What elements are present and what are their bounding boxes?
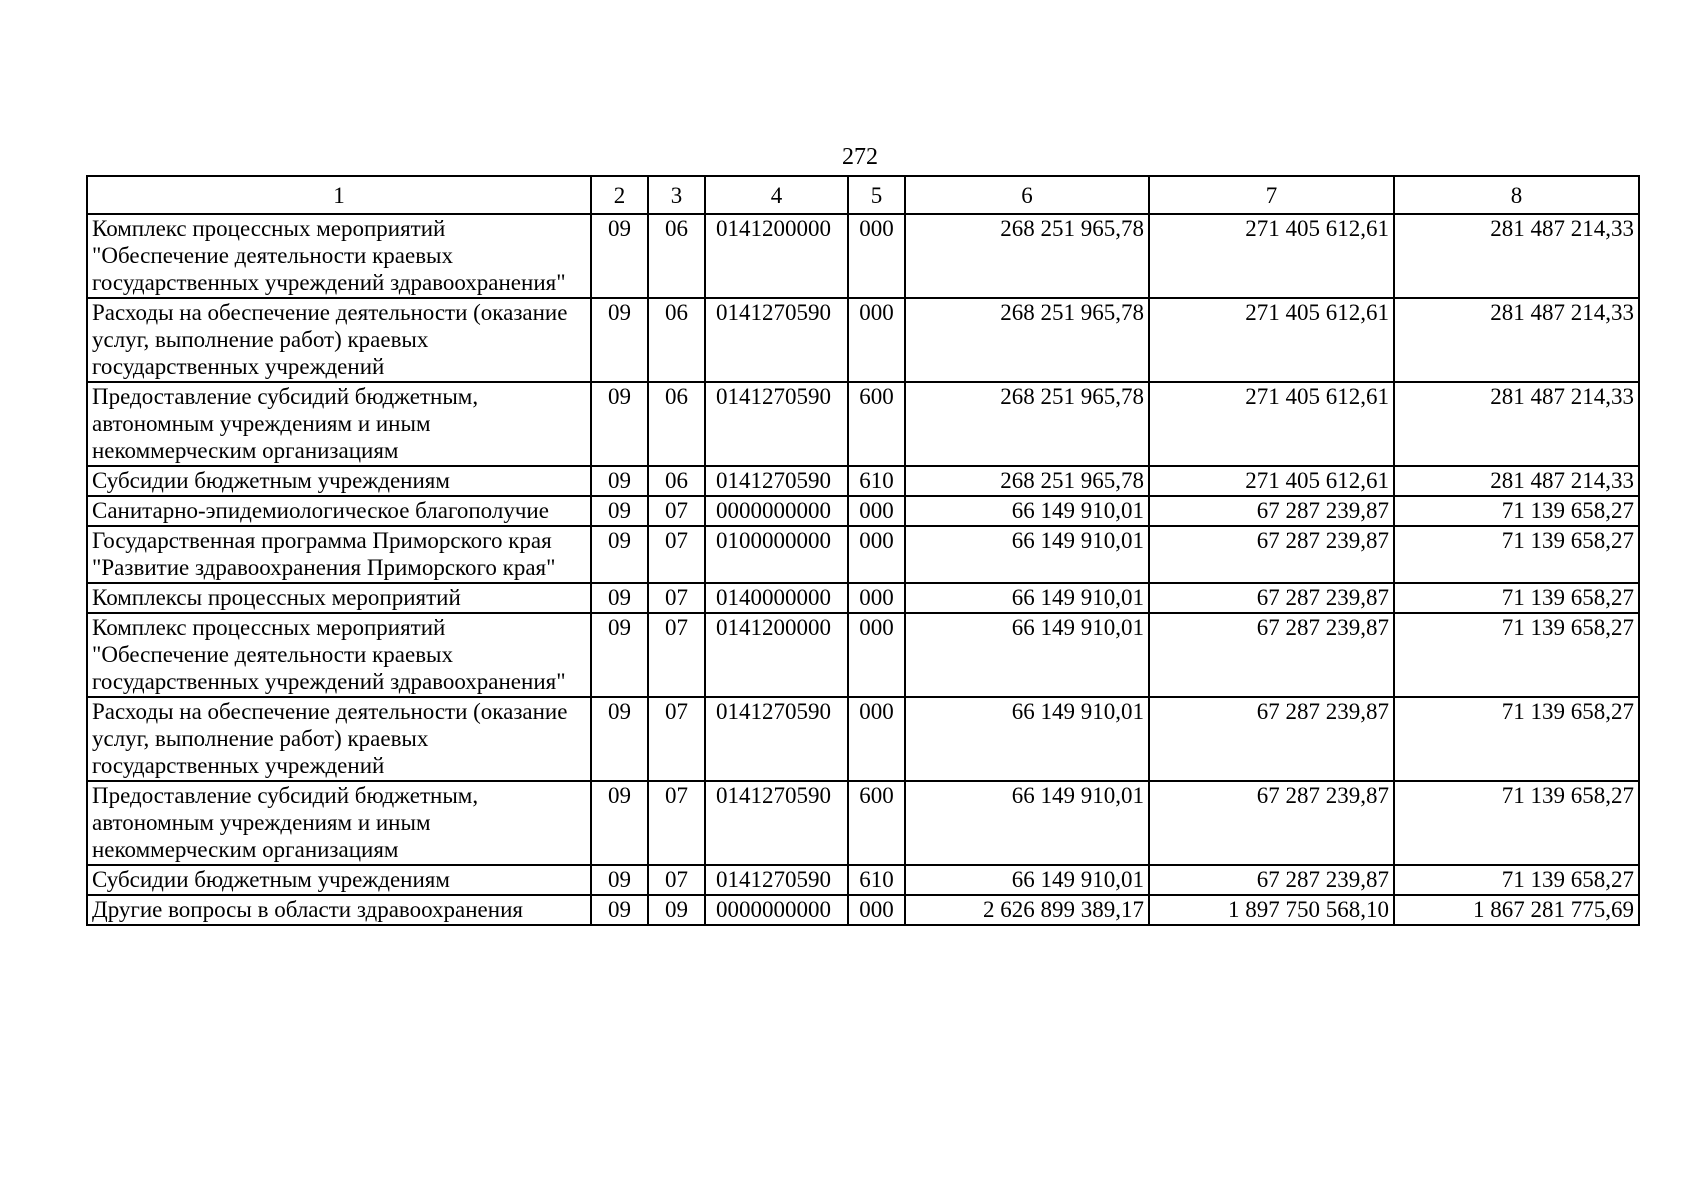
amount-col8: 281 487 214,33 xyxy=(1394,466,1639,496)
amount-col8: 71 139 658,27 xyxy=(1394,583,1639,613)
amount-col6: 268 251 965,78 xyxy=(905,298,1149,382)
column-header: 1 xyxy=(87,176,591,214)
subsection-code: 06 xyxy=(648,298,705,382)
amount-col8: 281 487 214,33 xyxy=(1394,382,1639,466)
expense-type-code: 000 xyxy=(848,526,905,583)
subsection-code: 07 xyxy=(648,496,705,526)
target-article-code: 0000000000 xyxy=(705,496,848,526)
subsection-code: 07 xyxy=(648,613,705,697)
amount-col7: 1 897 750 568,10 xyxy=(1149,895,1394,925)
amount-col7: 67 287 239,87 xyxy=(1149,496,1394,526)
amount-col8: 1 867 281 775,69 xyxy=(1394,895,1639,925)
column-header: 3 xyxy=(648,176,705,214)
section-code: 09 xyxy=(591,382,648,466)
expense-type-code: 000 xyxy=(848,583,905,613)
amount-col8: 71 139 658,27 xyxy=(1394,613,1639,697)
row-name: Государственная программа Приморского края "Развитие здравоохранения Приморского края" xyxy=(87,526,591,583)
column-header: 2 xyxy=(591,176,648,214)
row-name: Расходы на обеспечение деятельности (оказание услуг, выполнение работ) краевых государственных учреждений xyxy=(87,697,591,781)
target-article-code: 0141270590 xyxy=(705,382,848,466)
amount-col6: 268 251 965,78 xyxy=(905,382,1149,466)
subsection-code: 07 xyxy=(648,697,705,781)
table-row xyxy=(87,697,1639,781)
column-header: 4 xyxy=(705,176,848,214)
table-row xyxy=(87,865,1639,895)
section-code: 09 xyxy=(591,895,648,925)
target-article-code: 0140000000 xyxy=(705,583,848,613)
target-article-code: 0141200000 xyxy=(705,214,848,298)
amount-col7: 67 287 239,87 xyxy=(1149,781,1394,865)
page-number: 272 xyxy=(842,144,878,170)
amount-col6: 66 149 910,01 xyxy=(905,613,1149,697)
target-article-code: 0141200000 xyxy=(705,613,848,697)
subsection-code: 07 xyxy=(648,583,705,613)
amount-col7: 67 287 239,87 xyxy=(1149,865,1394,895)
amount-col7: 271 405 612,61 xyxy=(1149,214,1394,298)
row-name: Другие вопросы в области здравоохранения xyxy=(87,895,591,925)
expense-type-code: 000 xyxy=(848,697,905,781)
table-row xyxy=(87,526,1639,583)
section-code: 09 xyxy=(591,697,648,781)
amount-col7: 271 405 612,61 xyxy=(1149,466,1394,496)
subsection-code: 06 xyxy=(648,382,705,466)
amount-col7: 67 287 239,87 xyxy=(1149,583,1394,613)
target-article-code: 0141270590 xyxy=(705,466,848,496)
expense-type-code: 610 xyxy=(848,865,905,895)
table-row xyxy=(87,466,1639,496)
budget-table xyxy=(86,175,1640,926)
subsection-code: 06 xyxy=(648,466,705,496)
amount-col6: 268 251 965,78 xyxy=(905,466,1149,496)
subsection-code: 07 xyxy=(648,781,705,865)
subsection-code: 07 xyxy=(648,865,705,895)
expense-type-code: 000 xyxy=(848,496,905,526)
amount-col8: 71 139 658,27 xyxy=(1394,496,1639,526)
expense-type-code: 610 xyxy=(848,466,905,496)
table-row xyxy=(87,214,1639,298)
section-code: 09 xyxy=(591,466,648,496)
amount-col6: 66 149 910,01 xyxy=(905,781,1149,865)
table-row xyxy=(87,496,1639,526)
expense-type-code: 000 xyxy=(848,895,905,925)
section-code: 09 xyxy=(591,865,648,895)
table-row xyxy=(87,298,1639,382)
amount-col6: 66 149 910,01 xyxy=(905,496,1149,526)
expense-type-code: 000 xyxy=(848,214,905,298)
expense-type-code: 600 xyxy=(848,382,905,466)
row-name: Субсидии бюджетным учреждениям xyxy=(87,865,591,895)
amount-col6: 268 251 965,78 xyxy=(905,214,1149,298)
amount-col8: 71 139 658,27 xyxy=(1394,865,1639,895)
target-article-code: 0100000000 xyxy=(705,526,848,583)
subsection-code: 07 xyxy=(648,526,705,583)
target-article-code: 0141270590 xyxy=(705,298,848,382)
amount-col8: 71 139 658,27 xyxy=(1394,697,1639,781)
subsection-code: 09 xyxy=(648,895,705,925)
target-article-code: 0141270590 xyxy=(705,781,848,865)
amount-col8: 281 487 214,33 xyxy=(1394,298,1639,382)
expense-type-code: 000 xyxy=(848,298,905,382)
table-row xyxy=(87,613,1639,697)
amount-col7: 271 405 612,61 xyxy=(1149,298,1394,382)
column-header: 5 xyxy=(848,176,905,214)
row-name: Предоставление субсидий бюджетным, автономным учреждениям и иным некоммерческим организациям xyxy=(87,382,591,466)
table-row xyxy=(87,895,1639,925)
subsection-code: 06 xyxy=(648,214,705,298)
section-code: 09 xyxy=(591,214,648,298)
amount-col7: 67 287 239,87 xyxy=(1149,526,1394,583)
table-row xyxy=(87,583,1639,613)
amount-col6: 2 626 899 389,17 xyxy=(905,895,1149,925)
section-code: 09 xyxy=(591,496,648,526)
row-name: Комплекс процессных мероприятий "Обеспечение деятельности краевых государственных учреждений здравоохранения" xyxy=(87,613,591,697)
column-header: 8 xyxy=(1394,176,1639,214)
header-row xyxy=(87,176,1639,214)
target-article-code: 0000000000 xyxy=(705,895,848,925)
table-row xyxy=(87,781,1639,865)
amount-col7: 67 287 239,87 xyxy=(1149,697,1394,781)
section-code: 09 xyxy=(591,298,648,382)
amount-col7: 67 287 239,87 xyxy=(1149,613,1394,697)
section-code: 09 xyxy=(591,526,648,583)
amount-col6: 66 149 910,01 xyxy=(905,583,1149,613)
section-code: 09 xyxy=(591,613,648,697)
column-header: 7 xyxy=(1149,176,1394,214)
section-code: 09 xyxy=(591,781,648,865)
amount-col6: 66 149 910,01 xyxy=(905,865,1149,895)
row-name: Санитарно-эпидемиологическое благополучие xyxy=(87,496,591,526)
amount-col8: 281 487 214,33 xyxy=(1394,214,1639,298)
target-article-code: 0141270590 xyxy=(705,697,848,781)
row-name: Комплекс процессных мероприятий "Обеспечение деятельности краевых государственных учреждений здравоохранения" xyxy=(87,214,591,298)
amount-col6: 66 149 910,01 xyxy=(905,526,1149,583)
amount-col8: 71 139 658,27 xyxy=(1394,526,1639,583)
column-header: 6 xyxy=(905,176,1149,214)
target-article-code: 0141270590 xyxy=(705,865,848,895)
row-name: Субсидии бюджетным учреждениям xyxy=(87,466,591,496)
section-code: 09 xyxy=(591,583,648,613)
row-name: Расходы на обеспечение деятельности (оказание услуг, выполнение работ) краевых государственных учреждений xyxy=(87,298,591,382)
amount-col8: 71 139 658,27 xyxy=(1394,781,1639,865)
row-name: Предоставление субсидий бюджетным, автономным учреждениям и иным некоммерческим организациям xyxy=(87,781,591,865)
expense-type-code: 000 xyxy=(848,613,905,697)
amount-col6: 66 149 910,01 xyxy=(905,697,1149,781)
expense-type-code: 600 xyxy=(848,781,905,865)
amount-col7: 271 405 612,61 xyxy=(1149,382,1394,466)
row-name: Комплексы процессных мероприятий xyxy=(87,583,591,613)
table-row xyxy=(87,382,1639,466)
